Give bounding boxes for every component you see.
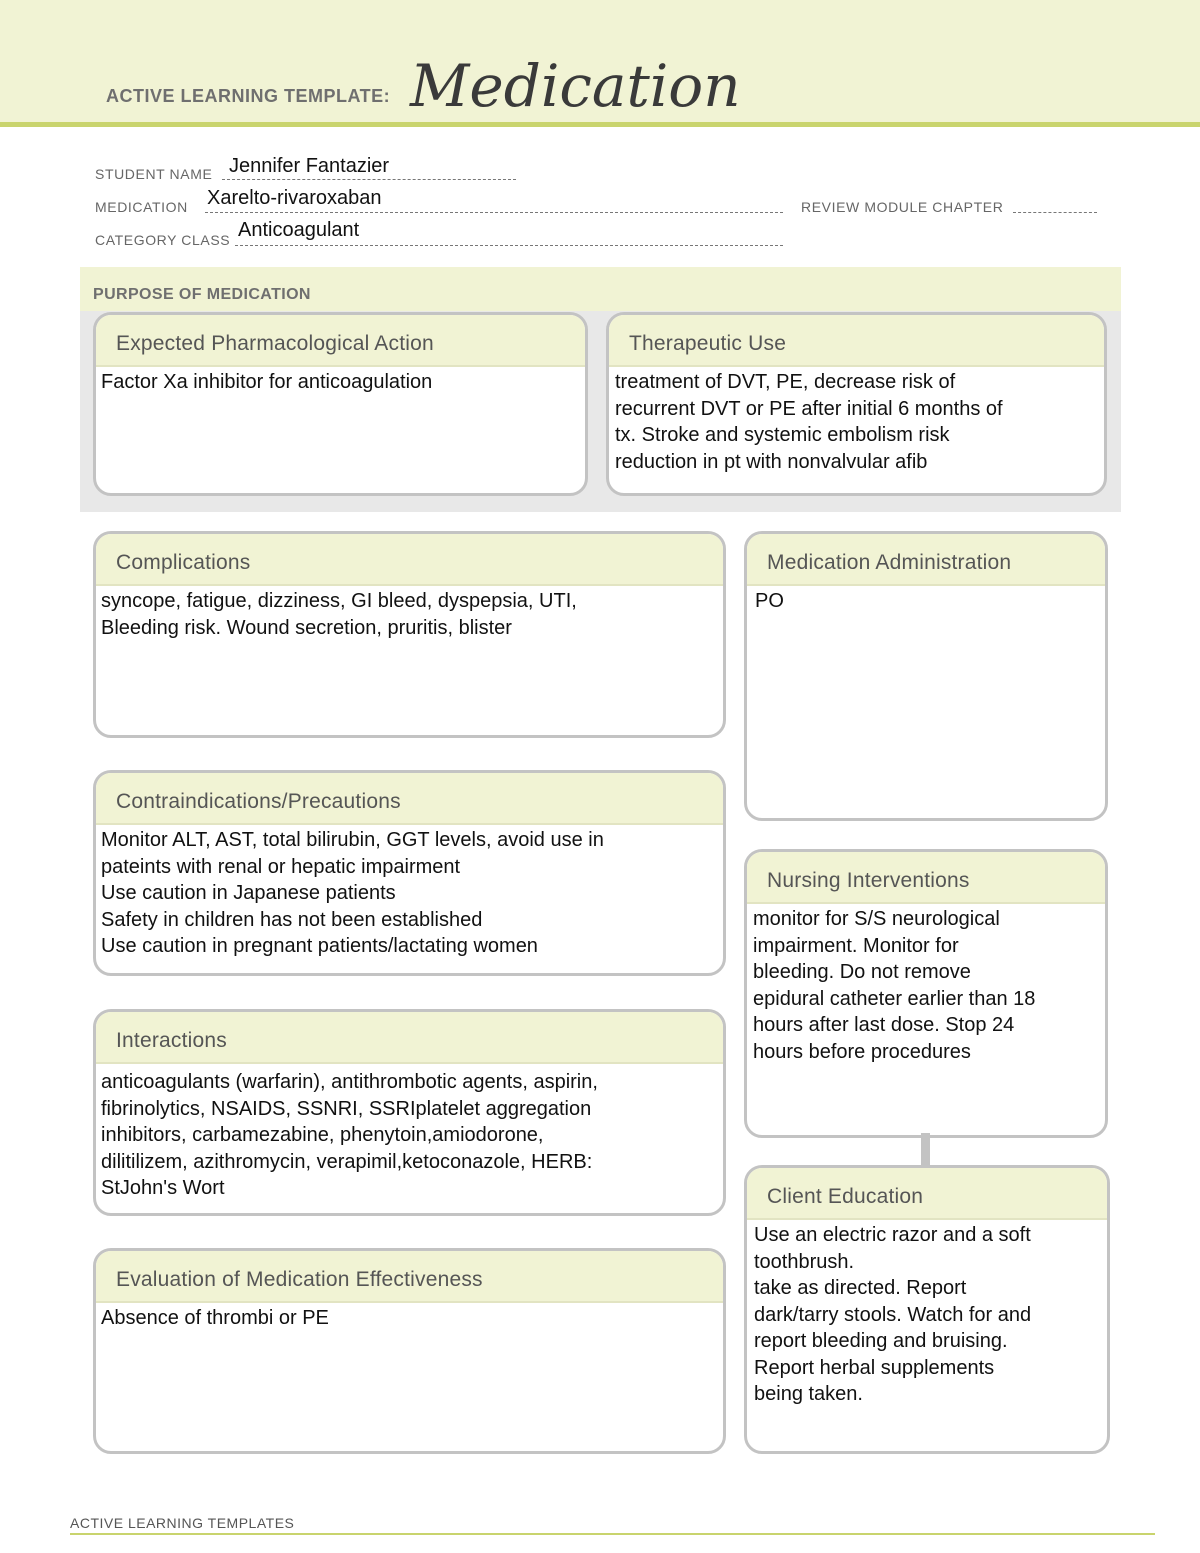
nursing-interventions-box [744, 849, 1108, 1138]
box-connector [921, 1133, 930, 1166]
text-line: epidural catheter earlier than 18 [753, 987, 1036, 1010]
text-line: Bleeding risk. Wound secretion, pruritis, blister [101, 616, 512, 639]
text-line: treatment of DVT, PE, decrease risk of [615, 371, 956, 393]
text-line: reduction in pt with nonvalvular afib [615, 450, 928, 473]
footer-rule [70, 1533, 1155, 1535]
text-line: monitor for S/S neurological [753, 908, 1000, 930]
header-rule [0, 122, 1200, 127]
text-line: fibrinolytics, NSAIDS, SSNRI, SSRIplatelet aggregation [101, 1097, 592, 1120]
text-line: bleeding. Do not remove [753, 961, 971, 983]
student-name-field[interactable]: Jennifer Fantazier [229, 155, 390, 177]
text-line: Use an electric razor and a soft [754, 1224, 1031, 1246]
evaluation-box [93, 1248, 726, 1454]
interactions-text[interactable] [96, 1064, 723, 1202]
therapeutic-use-text[interactable] [609, 367, 1104, 475]
text-line: Use caution in Japanese patients [101, 882, 396, 904]
evaluation-title: Evaluation of Medication Effectiveness [96, 1251, 723, 1303]
medication-administration-box [744, 531, 1108, 821]
text-line: Absence of thrombi or PE [101, 1307, 329, 1329]
category-class-line [235, 245, 783, 246]
text-line: StJohn's Wort [101, 1177, 225, 1199]
expected-action-text[interactable] [96, 367, 585, 396]
text-line: impairment. Monitor for [753, 934, 959, 957]
text-line: recurrent DVT or PE after initial 6 months of [615, 397, 1003, 420]
therapeutic-use-title: Therapeutic Use [609, 315, 1104, 367]
student-name-label: STUDENT NAME [95, 166, 213, 182]
text-line: Report herbal supplements [754, 1356, 995, 1379]
complications-box [93, 531, 726, 738]
text-line: being taken. [754, 1383, 863, 1405]
page-title: Medication [410, 52, 741, 120]
category-class-label: CATEGORY CLASS [95, 232, 231, 248]
review-module-chapter-line [1013, 212, 1097, 213]
text-line: PO [755, 590, 784, 612]
complications-title: Complications [96, 534, 723, 586]
medication-field[interactable]: Xarelto-rivaroxaban [207, 187, 382, 209]
expected-action-box [93, 312, 588, 496]
text-line: Safety in children has not been established [101, 908, 483, 931]
text-line: toothbrush. [754, 1250, 855, 1273]
interactions-box [93, 1009, 726, 1216]
contraindications-box [93, 770, 726, 976]
evaluation-text[interactable] [96, 1303, 723, 1332]
category-class-field[interactable]: Anticoagulant [238, 219, 360, 241]
text-line: anticoagulants (warfarin), antithrombotic agents, aspirin, [101, 1071, 598, 1093]
text-line: Use caution in pregnant patients/lactating women [101, 935, 538, 957]
client-education-box [744, 1165, 1110, 1454]
template-label: ACTIVE LEARNING TEMPLATE: [106, 86, 391, 106]
medication-administration-text[interactable] [747, 586, 1105, 615]
text-line: Factor Xa inhibitor for anticoagulation [101, 371, 433, 393]
client-education-title: Client Education [747, 1168, 1107, 1220]
text-line: take as directed. Report [754, 1277, 967, 1299]
review-module-chapter-label: REVIEW MODULE CHAPTER [801, 199, 1004, 215]
therapeutic-use-box [606, 312, 1107, 496]
student-name-line [222, 179, 516, 180]
text-line: report bleeding and bruising. [754, 1330, 1008, 1352]
interactions-title: Interactions [96, 1012, 723, 1064]
purpose-label: PURPOSE OF MEDICATION [93, 286, 311, 303]
footer-label: ACTIVE LEARNING TEMPLATES [70, 1515, 295, 1531]
text-line: dilitilizem, azithromycin, verapimil,ketoconazole, HERB: [101, 1150, 593, 1173]
text-line: dark/tarry stools. Watch for and [754, 1303, 1032, 1326]
contraindications-text[interactable] [96, 825, 723, 960]
text-line: hours before procedures [753, 1040, 971, 1063]
text-line: hours after last dose. Stop 24 [753, 1014, 1015, 1036]
text-line: inhibitors, carbamezabine, phenytoin,amiodorone, [101, 1124, 544, 1146]
text-line: Monitor ALT, AST, total bilirubin, GGT levels, avoid use in [101, 829, 604, 851]
nursing-interventions-title: Nursing Interventions [747, 852, 1105, 904]
contraindications-title: Contraindications/Precautions [96, 773, 723, 825]
medication-administration-title: Medication Administration [747, 534, 1105, 586]
complications-text[interactable] [96, 586, 723, 641]
expected-action-title: Expected Pharmacological Action [96, 315, 585, 367]
medication-label: MEDICATION [95, 199, 188, 215]
text-line: syncope, fatigue, dizziness, GI bleed, dyspepsia, UTI, [101, 590, 577, 612]
text-line: tx. Stroke and systemic embolism risk [615, 424, 950, 446]
client-education-text[interactable] [747, 1220, 1107, 1408]
nursing-interventions-text[interactable] [747, 904, 1105, 1065]
text-line: pateints with renal or hepatic impairment [101, 855, 461, 878]
medication-line [205, 212, 783, 213]
